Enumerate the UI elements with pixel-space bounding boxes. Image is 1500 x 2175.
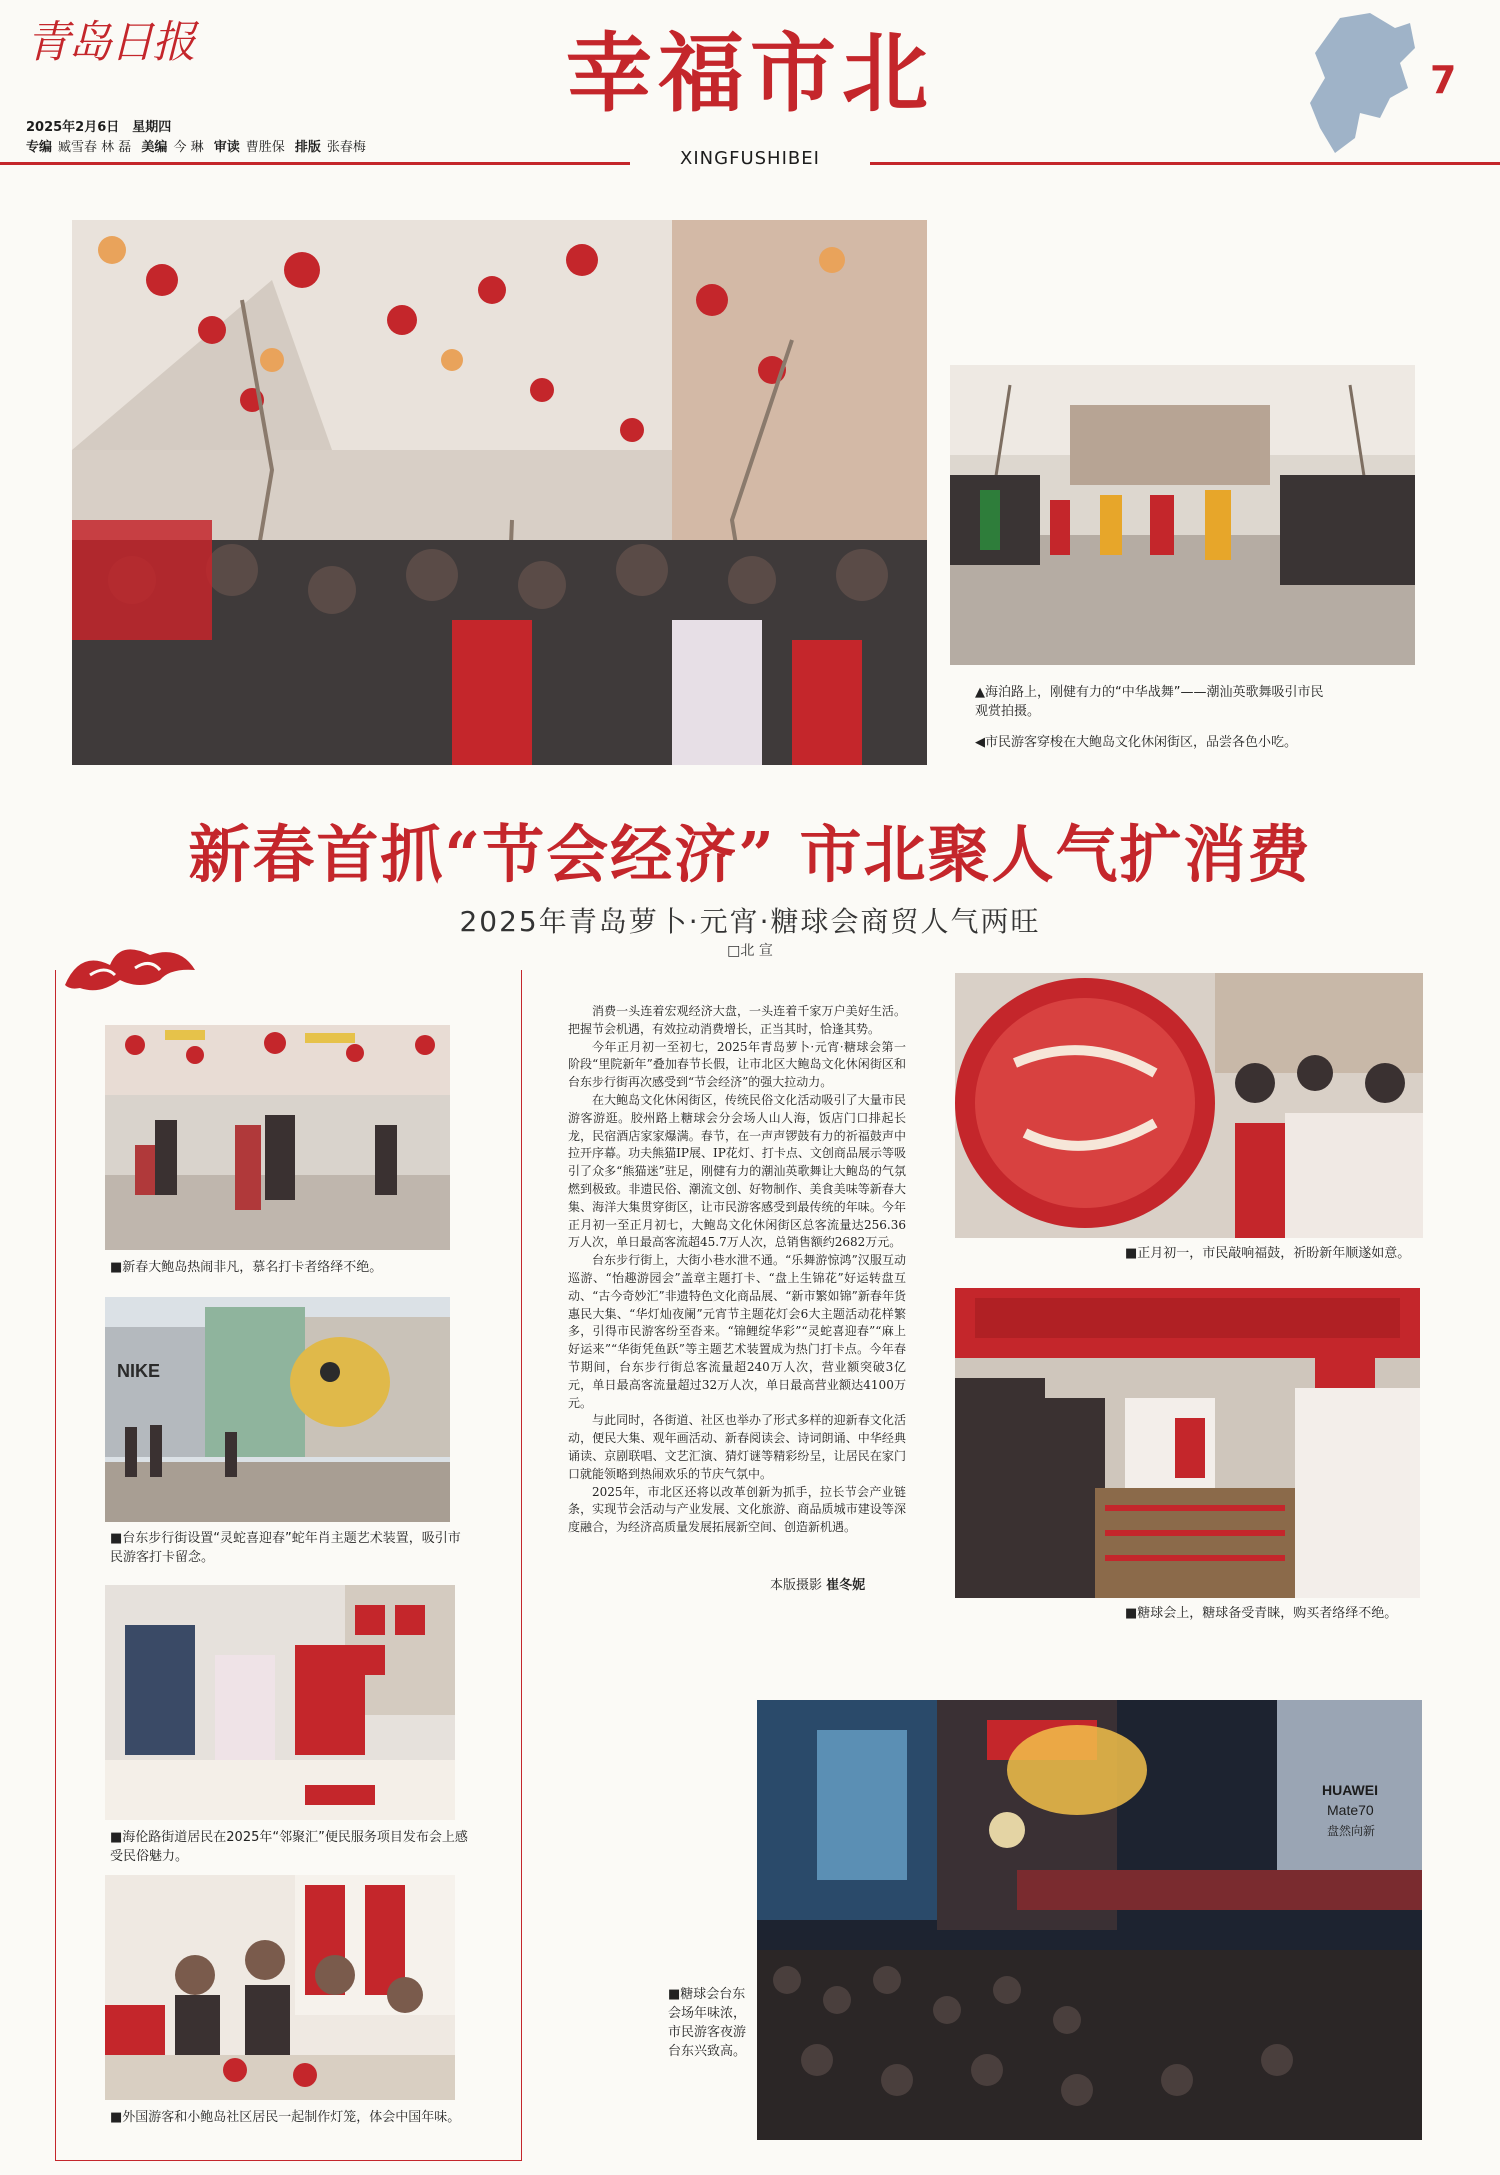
- article-byline: □北 宣: [727, 943, 773, 959]
- role-value: 臧雪春 林 磊: [58, 140, 132, 155]
- nike-sign: NIKE: [117, 1361, 161, 1381]
- role-value: 今 琳: [173, 140, 204, 155]
- article-subhead: 2025年青岛萝卜·元宵·糖球会商贸人气两旺: [459, 905, 1041, 938]
- candied-fruit-stall-photo: [955, 1288, 1420, 1598]
- caption-street-snacks: ◀市民游客穿梭在大鲍岛文化休闲街区，品尝各色小吃。: [975, 735, 1297, 750]
- section-pinyin: XINGFUSHIBEI: [680, 148, 820, 169]
- caption-night-street: ■糖球会台东会场年味浓，市民游客夜游台东兴致高。: [668, 1987, 747, 2059]
- caption-candied-fruit: ■糖球会上，糖球备受青睐，购买者络绎不绝。: [1125, 1606, 1398, 1621]
- article-paragraph: 今年正月初一至初七，2025年青岛萝卜·元宵·糖球会第一阶段“里院新年”叠加春节长假，让市北区大鲍岛文化休闲街区和台东步行街再次感受到“节会经济”的强大拉动力。: [568, 1039, 906, 1090]
- article-headline: 新春首抓“节会经济” 市北聚人气扩消费: [188, 818, 1312, 891]
- yingge-dance-photo: [950, 365, 1415, 665]
- page-number: 7: [1430, 58, 1457, 102]
- slogan-sign: 盘然向新: [1327, 1824, 1376, 1838]
- article-paragraph: 在大鲍岛文化休闲街区，传统民俗文化活动吸引了大量市民游客游逛。胶州路上糖球会分会场人山人海，饭店门口排起长龙，民宿酒店家家爆满。春节，在一声声锣鼓有力的祈福鼓声中拉开序幕。功夫熊猫IP展、IP花灯、打卡点、文创商品展示等吸引了众多“熊猫迷”驻足，刚健有力的潮汕英歌舞让大鲍岛的气氛燃到极致。非遗民俗、潮流文创、好物制作、美食美味等新春大集、海洋大集贯穿街区，让市民游客感受到最传统的年味。今年正月初一至正月初七，大鲍岛文化休闲街区总客流量达256.36万人次，单日最高客流超45.7万人次，总销售额约2682万元。: [568, 1092, 906, 1250]
- caption-drum: ■正月初一，市民敲响福鼓，祈盼新年顺遂如意。: [1125, 1246, 1411, 1261]
- huawei-sign: HUAWEI: [1322, 1782, 1378, 1798]
- article-paragraph: 与此同时，各街道、社区也举办了形式多样的迎新春文化活动，便民大集、观年画活动、新春阅读会、诗词朗诵、中华经典诵读、京剧联唱、文艺汇演、猜灯谜等精彩纷呈，让居民在家门口就能领略到热闹欢乐的节庆气氛中。: [568, 1413, 906, 1481]
- issue-info: [26, 118, 372, 158]
- date-line: 2025年2月6日 星期四: [26, 120, 172, 135]
- article-paragraph: 2025年，市北区还将以改革创新为抓手，拉长节会产业链条，实现节会活动与产业发展、文化旅游、商品质城市建设等深度融合，为经济高质量发展拓展新空间、创造新机遇。: [568, 1484, 906, 1535]
- role-label: 排版: [294, 140, 321, 155]
- night-street-photo: [757, 1700, 1422, 2140]
- snake-installation-photo: [105, 1297, 450, 1522]
- dabaodao-photo: [105, 1025, 450, 1250]
- photo-credit-name: 崔冬妮: [826, 1578, 866, 1593]
- drum-photo: [955, 973, 1423, 1238]
- community-event-photo: [105, 1585, 455, 1820]
- caption-lantern-making: ■外国游客和小鲍岛社区居民一起制作灯笼，体会中国年味。: [110, 2110, 461, 2125]
- role-label: 专编: [26, 140, 53, 155]
- newspaper-logo: 青岛日报: [26, 17, 194, 68]
- caption-snake-installation: ■台东步行街设置“灵蛇喜迎春”蛇年肖主题艺术装置，吸引市民游客打卡留念。: [110, 1531, 461, 1565]
- editor-roles: [26, 138, 372, 158]
- article-paragraph: 消费一头连着宏观经济大盘，一头连着千家万户美好生活。把握节会机遇，有效拉动消费增长，正当其时，恰逢其势。: [568, 1004, 906, 1036]
- mate-sign: Mate70: [1327, 1802, 1374, 1818]
- article-body: [568, 1003, 906, 1537]
- caption-yingge: ▲海泊路上，刚健有力的“中华战舞”——潮汕英歌舞吸引市民观赏拍摄。: [975, 685, 1324, 719]
- street-crowd-photo: [72, 220, 927, 765]
- article-paragraph: 台东步行街上，大街小巷水泄不通。“乐舞游惊鸿”汉服互动巡游、“怡趣游园会”盖章主题打卡、“盘上生锦花”好运转盘互动、“古今奇妙汇”非遗特色文化商品展、“新市繁如锦”新春年货惠民大集、“华灯灿夜阑”元宵节主题花灯会6大主题活动花样繁多，引得市民游客纷至沓来。“锦鲤绽华彩”“灵蛇喜迎春”“麻上好运来”“华街凭鱼跃”等主题艺术装置成为热门打卡点。今年春节期间，台东步行街总客流量超240万人次，营业额突破3亿元，单日最高客流量超过32万人次，单日最高营业额达4100万元。: [568, 1253, 906, 1410]
- qingdao-map-icon: [1300, 8, 1420, 158]
- caption-community-event: ■海伦路街道居民在2025年“邻聚汇”便民服务项目发布会上感受民俗魅力。: [110, 1830, 468, 1864]
- role-label: 审读: [213, 140, 240, 155]
- role-value: 曹胜保: [245, 140, 285, 155]
- header-rule-right: [870, 162, 1500, 165]
- role-value: 张春梅: [326, 140, 366, 155]
- lantern-making-photo: [105, 1875, 455, 2100]
- role-label: 美编: [141, 140, 168, 155]
- header-rule-left: [0, 162, 630, 165]
- photo-credit-label: 本版摄影: [770, 1578, 823, 1593]
- section-title: 幸福市北: [566, 23, 934, 124]
- photo-credit: [770, 1574, 865, 1593]
- caption-dabaodao: ■新春大鲍岛热闹非凡，慕名打卡者络绎不绝。: [110, 1260, 383, 1275]
